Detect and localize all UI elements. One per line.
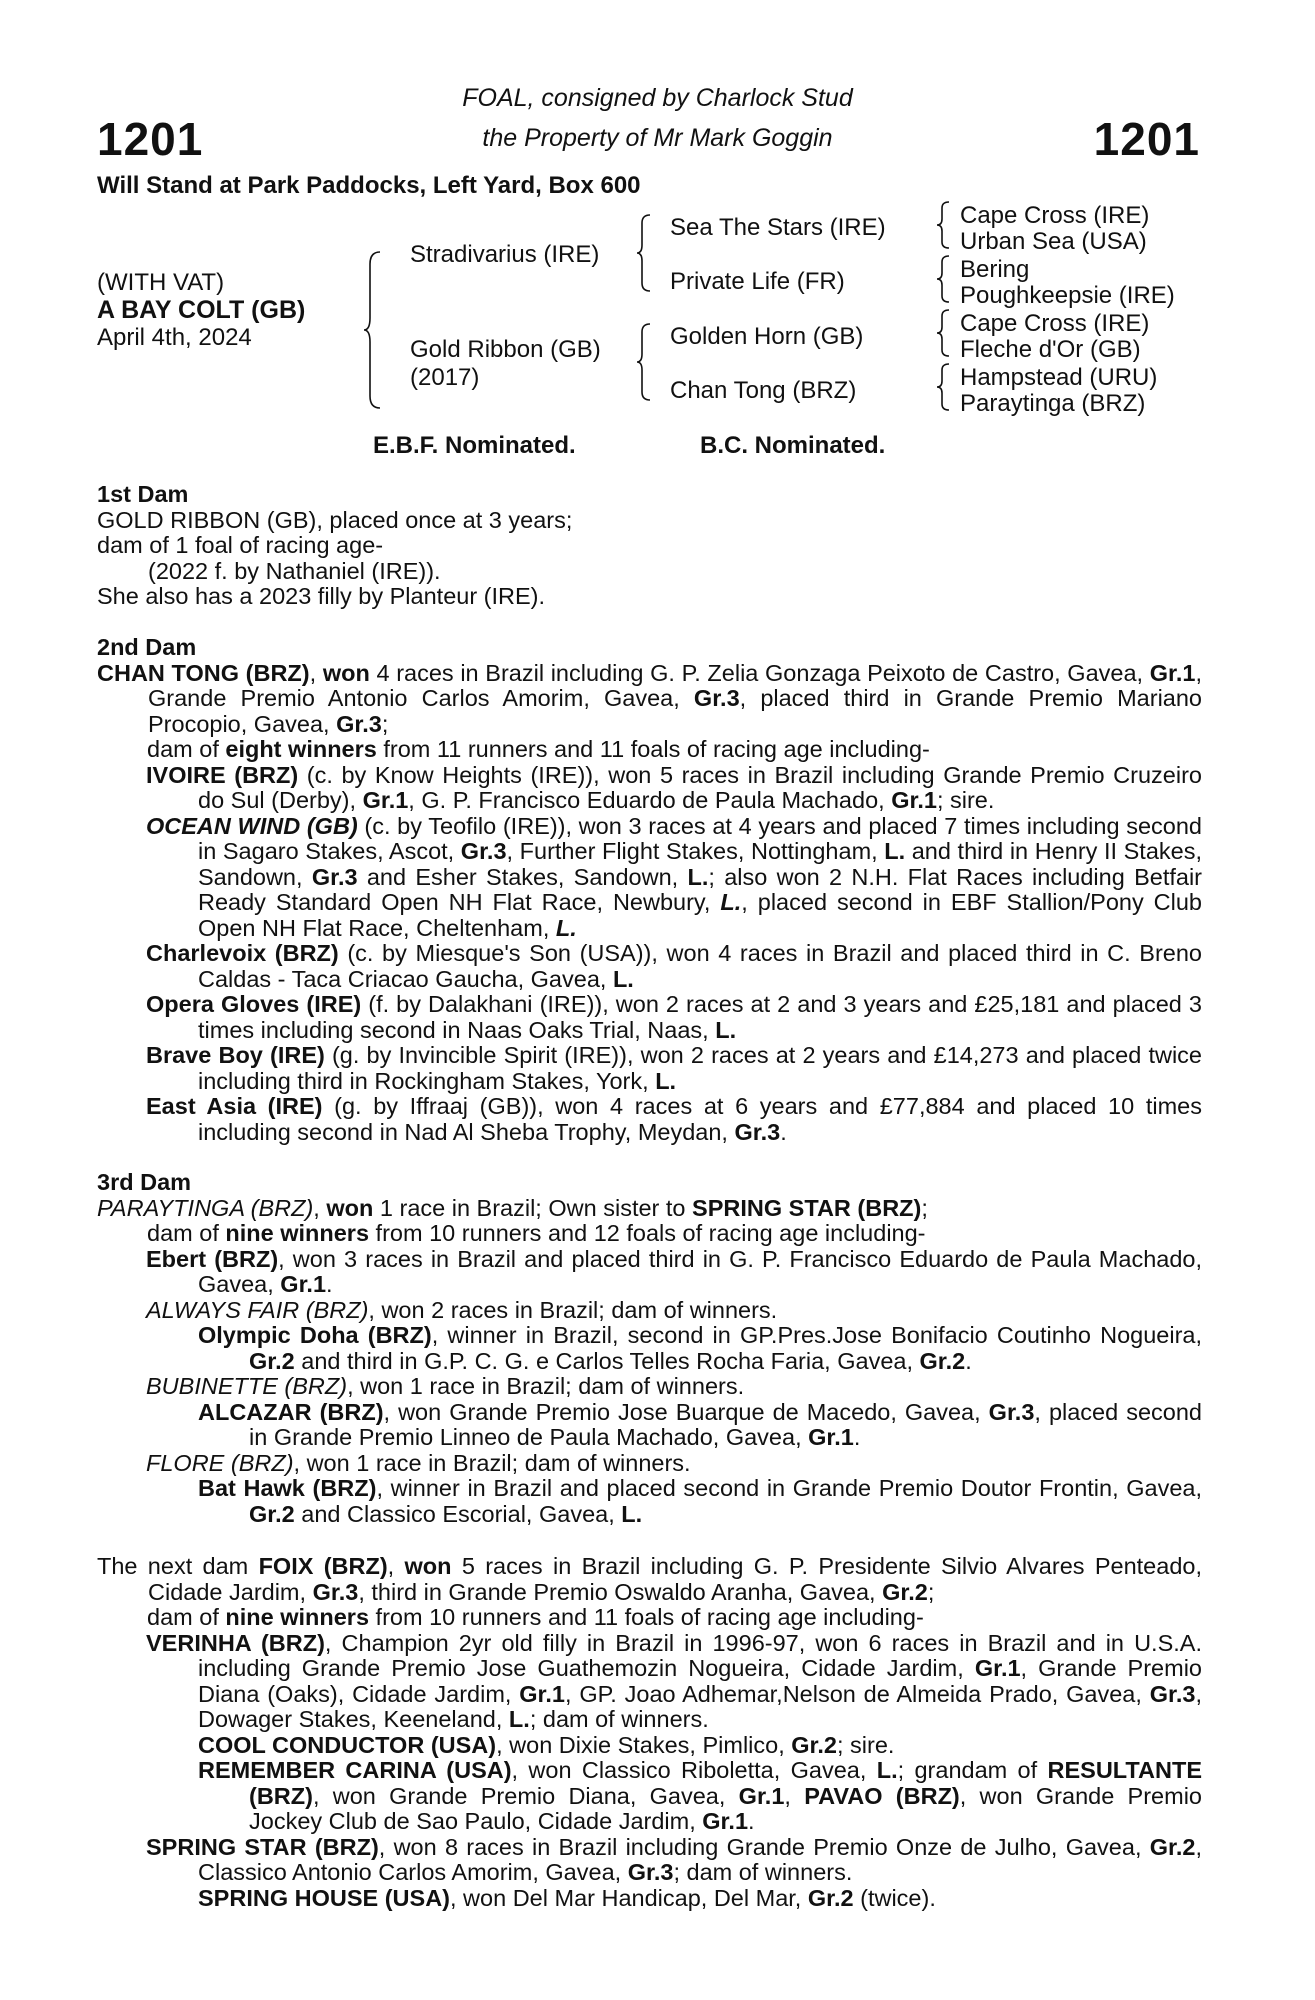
race-text: , won Dixie Stakes, Pimlico, [496,1731,792,1758]
race-text: , Champion 2yr old filly in Brazil in 1996-97, won 6 races in Brazil and in U.S.A. including Grande Premio Jose Guathemozin Nogueira, Cidade Jardim, [198,1629,1202,1681]
grade: Gr.1 [808,1424,854,1450]
grade: Gr.2 [882,1578,928,1605]
horse-name: VERINHA (BRZ) [146,1629,325,1656]
won-text: won [326,1194,374,1221]
winner-count: nine winners [225,1220,370,1246]
race-text: 1 race in Brazil; Own sister to [373,1194,693,1221]
next-dam-record: The next dam FOIX (BRZ), won 5 races in Brazil including G. P. Presidente Silvio Alvares Penteado, Cidade Jardim, Gr.3, third in Grande Premio Oswaldo Aranha, Gavea, Gr.2; [97,1553,1202,1605]
race-text: , Further Flight Stakes, Nottingham, [506,838,885,864]
foaling-date: April 4th, 2024 [97,324,252,351]
race-text: , won Grande Premio Diana, Gavea, [312,1782,739,1809]
horse-name: SPRING STAR (BRZ) [692,1194,922,1221]
produce-entry [97,1094,1202,1145]
produce-entry [97,1247,1202,1298]
pedigree-brace-g3 [935,308,953,358]
race-text: (f. by Dalakhani (IRE)), won 2 races at 2 and 3 years and £25,181 and placed 3 times including second in Naas Oaks Trial, Naas, [198,991,1202,1043]
race-text: , winner in Brazil and placed second in Grande Premio Doutor Frontin, Gavea, [376,1475,1202,1501]
race-text: . [326,1271,333,1297]
horse-name: Ebert (BRZ) [146,1245,279,1272]
listed: L. [687,863,709,890]
race-text: , Classico Antonio Carlos Amorim, Gavea, [198,1833,1202,1885]
listed: L. [884,838,906,864]
gen3-1: Cape Cross (IRE) [960,202,1150,229]
grandproduce-entry [97,1733,1202,1759]
listed: L. [720,889,742,915]
produce-entry [97,763,1202,814]
horse-name: COOL CONDUCTOR (USA) [198,1731,497,1758]
won-text: won [404,1553,452,1579]
race-text: , winner in Brazil, second in GP.Pres.Jose Bonifacio Coutinho Nogueira, [431,1322,1202,1348]
grade: Gr.1 [519,1680,565,1707]
grade: Gr.2 [1149,1833,1196,1860]
vat-note: (WITH VAT) [97,269,225,296]
dam-dam-name: Chan Tong (BRZ) [670,377,857,404]
text: dam of [147,1220,226,1246]
second-dam-heading: 2nd Dam [97,634,197,660]
race-text: ; dam of winners. [529,1706,709,1732]
grade: Gr.1 [1149,659,1196,686]
grandproduce-entry [97,1400,1202,1451]
race-text: ; also won 2 N.H. Flat Races including Betfair Ready Standard Open NH Flat Race, Newbury, [198,863,1202,915]
race-text: , GP. Joao Adhemar,Nelson de Almeida Prado, Gavea, [564,1680,1150,1707]
listed: L. [715,1016,737,1043]
horse-name: OCEAN WIND (GB) [146,812,358,839]
horse-name: RESULTANTE (BRZ) [249,1757,1202,1809]
grade: Gr.3 [627,1859,674,1885]
lot-number-left: 1201 [97,113,204,165]
race-text: ; dam of winners. [673,1859,853,1885]
grandproduce-entry [97,1476,1202,1527]
grade: Gr.1 [280,1271,327,1297]
next-dam-produce-summary [97,1605,1202,1631]
gen3-8: Paraytinga (BRZ) [960,390,1146,417]
gen3-3: Bering [960,256,1030,283]
race-text: , Dowager Stakes, Keeneland, [198,1680,1202,1732]
grade: Gr.2 [919,1347,966,1374]
race-text: , placed third in Grande Premio Mariano Procopio, Gavea, [148,685,1202,737]
consignor-line: FOAL, consigned by Charlock Stud [462,84,853,112]
sire-dam-name: Private Life (FR) [670,268,845,295]
race-text: , won Del Mar Handicap, Del Mar, [450,1884,808,1911]
first-dam-line: GOLD RIBBON (GB), placed once at 3 years; [97,506,573,533]
race-text: (twice). [853,1884,936,1911]
produce-entry [97,1631,1202,1733]
horse-name: FOIX (BRZ) [258,1553,388,1579]
gen3-7: Hampstead (URU) [960,364,1158,391]
grandproduce-entry [97,1886,1202,1912]
listed: L. [876,1757,898,1783]
gen3-2: Urban Sea (USA) [960,228,1147,255]
text: from 11 runners and 11 foals of racing age including- [376,736,930,762]
sire-name: Stradivarius (IRE) [410,241,600,268]
horse-name: IVOIRE (BRZ) [146,761,299,788]
grade: Gr.3 [693,685,740,711]
ebf-nominated: E.B.F. Nominated. [373,432,576,459]
race-text: and Esher Stakes, Sandown, [357,863,688,890]
grade: Gr.3 [312,1578,359,1605]
race-text: , won 3 races in Brazil and placed third in G. P. Francisco Eduardo de Paula Machado, Gavea, [198,1245,1203,1297]
grade: Gr.2 [249,1347,295,1374]
grade: Gr.2 [249,1500,295,1527]
next-dam-section [97,1554,1202,1911]
race-text: , won Grande Premio Jockey Club de Sao Paulo, Cidade Jardim, [249,1782,1202,1834]
grade: Gr.1 [702,1808,749,1834]
third-dam-record: PARAYTINGA (BRZ), won 1 race in Brazil; Own sister to SPRING STAR (BRZ); [97,1194,928,1221]
horse-name: Bat Hawk (BRZ) [198,1475,377,1501]
horse-name: ALCAZAR (BRZ) [198,1398,384,1425]
race-text: , won 1 race in Brazil; dam of winners. [293,1449,691,1476]
listed: L. [555,914,577,941]
pedigree-brace-g2 [935,254,953,304]
second-dam-record: CHAN TONG (BRZ), won 4 races in Brazil including G. P. Zelia Gonzaga Peixoto de Castro, Gavea, Gr.1, Grande Premio Antonio Carlos Amorim, Gavea, Gr.3, placed third in Grande Premio Mariano Procopio, Gavea, Gr.3; [97,659,1203,737]
first-dam-section [97,482,1202,610]
gen3-5: Cape Cross (IRE) [960,310,1150,337]
pedigree-brace-dam [635,322,655,402]
grade: Gr.2 [791,1731,837,1758]
produce-entry [97,1451,1202,1477]
race-text: and Classico Escorial, Gavea, [294,1500,622,1527]
race-text: 4 races in Brazil including G. P. Zelia Gonzaga Peixoto de Castro, Gavea, [369,659,1150,686]
grade: Gr.1 [738,1782,785,1809]
grade: Gr.3 [336,710,382,737]
pedigree-brace-g4 [935,362,953,412]
produce-entry [97,814,1202,942]
pedigree-brace-main [362,250,386,410]
race-text: , won 1 race in Brazil; dam of winners. [347,1373,745,1399]
grade: Gr.3 [311,863,358,890]
horse-name: BUBINETTE (BRZ) [146,1373,348,1399]
gen3-6: Fleche d'Or (GB) [960,336,1141,363]
horse-name: FLORE (BRZ) [146,1449,294,1476]
first-dam-line: dam of 1 foal of racing age- [97,532,384,558]
race-text: ; [927,1578,935,1605]
second-dam-produce-summary [97,737,1202,763]
race-text: , won Grande Premio Jose Buarque de Macedo, Gavea, [383,1398,989,1425]
grade: Gr.3 [734,1118,781,1145]
horse-name: Brave Boy (IRE) [146,1042,325,1068]
produce-entry [97,1374,1202,1400]
first-dam-foal: (2022 f. by Nathaniel (IRE)). [148,557,441,584]
race-text: (c. by Know Heights (IRE)), won 5 races in Brazil including Grande Premio Cruzeiro do Sul (Derby), [198,761,1202,813]
gen3-4: Poughkeepsie (IRE) [960,282,1175,309]
race-text: ; grandam of [897,1757,1038,1783]
stand-location: Will Stand at Park Paddocks, Left Yard, Box 600 [97,172,641,199]
race-text: ; sire. [936,787,995,813]
winner-count: nine winners [225,1604,370,1630]
pedigree-brace-g1 [935,200,953,250]
horse-name: PAVAO (BRZ) [804,1782,960,1809]
grandproduce-entry [97,1758,1202,1835]
race-text: , placed second in Grande Premio Linneo de Paula Machado, Gavea, [249,1398,1202,1450]
race-text: (g. by Invincible Spirit (IRE)), won 2 races at 2 years and £14,273 and placed twice including third in Rockingham Stakes, York, [198,1042,1202,1094]
race-text: . [853,1424,861,1450]
listed: L. [621,1500,643,1527]
horse-name: REMEMBER CARINA (USA) [198,1757,512,1783]
race-text: , third in Grande Premio Oswaldo Aranha, Gavea, [358,1578,883,1605]
race-text: . [748,1808,755,1834]
text: from 10 runners and 11 foals of racing age including- [369,1604,924,1630]
produce-entry [97,1043,1202,1094]
race-text: , Grande Premio Diana (Oaks), Cidade Jardim, [198,1655,1202,1707]
bc-nominated: B.C. Nominated. [700,432,886,459]
grade: Gr.3 [1149,1680,1196,1707]
grandproduce-entry [97,1323,1202,1374]
listed: L. [612,965,634,992]
produce-entry [97,1298,1202,1324]
text: The next dam [97,1553,259,1579]
horse-name: SPRING STAR (BRZ) [146,1833,379,1860]
race-text: (c. by Miesque's Son (USA)), won 4 races in Brazil and placed third in C. Breno Caldas - Taca Criacao Gaucha, Gavea, [198,940,1203,992]
grade: Gr.1 [891,787,937,813]
grade: Gr.3 [988,1398,1035,1425]
horse-name: PARAYTINGA (BRZ) [97,1194,314,1221]
race-text: ; sire. [837,1731,895,1758]
text: dam of [147,1604,226,1630]
produce-entry [97,992,1202,1043]
race-text: , won 8 races in Brazil including Grande Premio Onze de Julho, Gavea, [378,1833,1150,1860]
horse-name: SPRING HOUSE (USA) [198,1884,450,1911]
race-text: ; [921,1194,928,1221]
text: from 10 runners and 12 foals of racing age including- [369,1220,926,1246]
race-text: (c. by Teofilo (IRE)), won 3 races at 4 years and placed 7 times including second in Sagaro Stakes, Ascot, [198,812,1202,864]
race-text: . [965,1347,972,1374]
won-text: won [322,659,370,686]
race-text: , G. P. Francisco Eduardo de Paula Machado, [408,787,892,813]
lot-number-right: 1201 [1093,113,1200,165]
listed: L. [508,1706,530,1732]
race-text: ; [381,710,389,737]
first-dam-line: She also has a 2023 filly by Planteur (IRE). [97,583,546,609]
horse-name: A BAY COLT (GB) [97,296,306,324]
race-text: (g. by Iffraaj (GB)), won 4 races at 6 years and £77,884 and placed 10 times including second in Nad Al Sheba Trophy, Meydan, [198,1093,1202,1145]
first-dam-heading: 1st Dam [97,481,189,507]
race-text: and third in Henry II Stakes, Sandown, [198,838,1202,890]
horse-name: East Asia (IRE) [146,1093,323,1119]
grade: Gr.3 [460,838,507,864]
race-text: , placed second in EBF Stallion/Pony Club Open NH Flat Race, Cheltenham, [198,889,1202,941]
horse-name: Opera Gloves (IRE) [146,991,362,1017]
dam-year: (2017) [410,364,480,391]
text: dam of [147,736,226,762]
dam-name: Gold Ribbon (GB) [410,336,601,363]
race-text: 5 races in Brazil including G. P. Presidente Silvio Alvares Penteado, Cidade Jardim, [148,1553,1202,1605]
sire-sire-name: Sea The Stars (IRE) [670,214,886,241]
horse-name: CHAN TONG (BRZ) [97,659,310,686]
race-text: , Grande Premio Antonio Carlos Amorim, Gavea, [148,659,1203,711]
race-text: , won Classico Riboletta, Gavea, [511,1757,877,1783]
listed: L. [655,1067,677,1094]
horse-name: ALWAYS FAIR (BRZ) [146,1296,369,1323]
third-dam-heading: 3rd Dam [97,1169,192,1195]
produce-entry [97,1835,1202,1886]
grade: Gr.1 [362,787,409,813]
pedigree-brace-sire [635,213,655,293]
race-text: . [780,1118,787,1145]
horse-name: Olympic Doha (BRZ) [198,1322,432,1348]
dam-sire-name: Golden Horn (GB) [670,323,864,350]
race-text: , [784,1782,805,1809]
race-text: and third in G.P. C. G. e Carlos Telles Rocha Faria, Gavea, [294,1347,920,1374]
horse-name: Charlevoix (BRZ) [146,940,339,966]
winner-count: eight winners [225,736,377,762]
third-dam-produce-summary [97,1221,1202,1247]
third-dam-section [97,1170,1202,1527]
grade: Gr.2 [807,1884,854,1911]
second-dam-section [97,635,1202,1145]
grade: Gr.1 [974,1655,1021,1681]
property-line: the Property of Mr Mark Goggin [482,124,833,152]
race-text: , won 2 races in Brazil; dam of winners. [368,1296,778,1323]
produce-entry [97,941,1202,992]
